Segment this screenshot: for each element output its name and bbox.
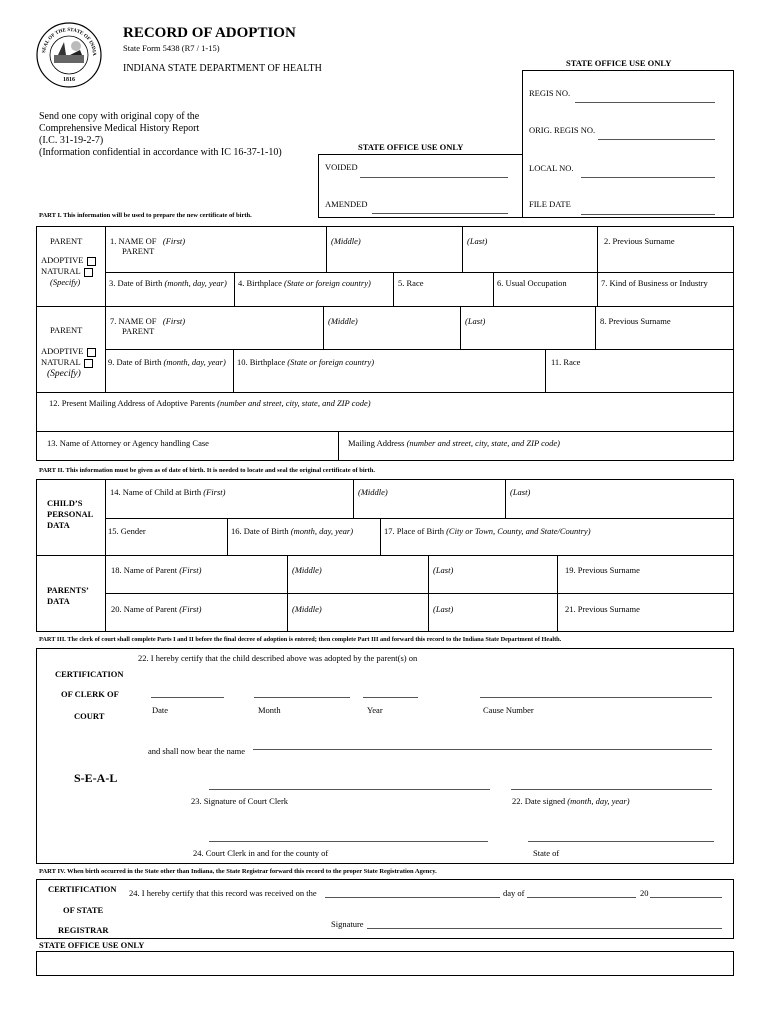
f14-label: 14. Name of Child at Birth: [110, 487, 202, 497]
part3-box: [36, 648, 734, 864]
cert-clerk-1: CERTIFICATION: [55, 669, 124, 679]
local-no-field[interactable]: [581, 177, 715, 178]
f20-first: (First): [179, 604, 202, 614]
f22b-italic: (month, day, year): [567, 796, 630, 806]
bottom-state-office-box[interactable]: [36, 951, 734, 976]
instruction-line-4: (Information confidential in accordance with IC 16-37-1-10): [39, 147, 282, 158]
field-2-prev-surname[interactable]: 2. Previous Surname: [604, 236, 675, 246]
f4-label: 4. Birthplace: [238, 278, 282, 288]
f17-italic: (City or Town, County, and State/Country): [446, 526, 591, 536]
field-14-last[interactable]: (Last): [510, 487, 531, 497]
parent1-adoptive-option[interactable]: [41, 255, 96, 266]
voided-label: VOIDED: [325, 162, 358, 172]
childs-label-2: PERSONAL: [47, 509, 94, 519]
field-3-dob[interactable]: [109, 278, 227, 288]
day-of-label: day of: [503, 888, 525, 898]
twenty-label: 20: [640, 888, 649, 898]
f12-italic: (number and street, city, state, and ZIP code): [217, 398, 371, 408]
instruction-line-2: Comprehensive Medical History Report: [39, 123, 200, 134]
f9-label: 9. Date of Birth: [108, 357, 162, 367]
amended-label: AMENDED: [325, 199, 368, 209]
state-of-label: State of: [533, 848, 560, 858]
f22b-label: 22. Date signed: [512, 796, 566, 806]
mailing-label: Mailing Address: [348, 438, 405, 448]
f3-italic: (month, day, year): [164, 278, 227, 288]
form-number: State Form 5438 (R7 / 1-15): [123, 43, 220, 53]
instruction-line-3: (I.C. 31-19-2-7): [39, 135, 104, 146]
parents-label-1: PARENTS’: [47, 585, 89, 595]
month-field[interactable]: [254, 697, 350, 698]
field-20-parent-name[interactable]: [111, 604, 201, 614]
field-23-signature: 23. Signature of Court Clerk: [191, 796, 289, 806]
parent1-label: PARENT: [50, 236, 83, 246]
parent2-label: PARENT: [50, 325, 83, 335]
parent1-natural-option[interactable]: [41, 266, 93, 277]
field-24-county: 24. Court Clerk in and for the county of: [193, 848, 329, 858]
field-22-statement: 22. I hereby certify that the child described above was adopted by the parent(s) on: [138, 653, 418, 663]
field-24-received: 24. I hereby certify that this record was received on the: [129, 888, 317, 898]
bear-name-label: and shall now bear the name: [148, 746, 246, 756]
f7-parent: PARENT: [122, 326, 155, 336]
field-20-last[interactable]: (Last): [433, 604, 454, 614]
f16-label: 16. Date of Birth: [231, 526, 289, 536]
childs-label-3: DATA: [47, 520, 70, 530]
cert-registrar-3: REGISTRAR: [58, 925, 109, 935]
part3-heading: PART III. The clerk of court shall complete Parts I and II before the final decree of adoption is entered; then complete Part III and forward this record to the Indiana State Department of Health.: [39, 636, 562, 643]
f20-label: 20. Name of Parent: [111, 604, 178, 614]
seal-icon: [36, 22, 102, 88]
f18-label: 18. Name of Parent: [111, 565, 178, 575]
natural-checkbox-2[interactable]: [84, 359, 93, 368]
orig-regis-no-label: ORIG. REGIS NO.: [529, 125, 596, 135]
part1-box: [36, 226, 734, 461]
field-7-name[interactable]: [110, 316, 185, 326]
registrar-signature-field[interactable]: [367, 928, 722, 929]
state-field[interactable]: [528, 841, 714, 842]
seal-year: 1816: [63, 77, 75, 83]
f1-parent: PARENT: [122, 246, 155, 256]
field-17-birthplace[interactable]: [384, 526, 591, 536]
field-11-race[interactable]: 11. Race: [551, 357, 581, 367]
instruction-line-1: Send one copy with original copy of the: [39, 111, 200, 122]
inner-state-office-title: STATE OFFICE USE ONLY: [358, 142, 464, 152]
field-9-dob[interactable]: [108, 357, 226, 367]
field-19-prev-surname[interactable]: 19. Previous Surname: [565, 565, 640, 575]
f4-italic: (State or foreign country): [284, 278, 371, 288]
year-suffix-field[interactable]: [650, 897, 722, 898]
month-of-field[interactable]: [527, 897, 636, 898]
f10-italic: (State or foreign country): [287, 357, 375, 367]
part2-heading: PART II. This information must be given as of date of birth. It is needed to locate and seal the original certificate of birth.: [39, 467, 375, 474]
natural-label-2: NATURAL: [41, 357, 81, 367]
page-title: RECORD OF ADOPTION: [123, 25, 296, 41]
f3-label: 3. Date of Birth: [109, 278, 163, 288]
svg-text:SEAL OF THE STATE OF INDIANA: [36, 22, 96, 56]
field-18-last[interactable]: (Last): [433, 565, 454, 575]
month-label: Month: [258, 705, 281, 715]
parents-label-2: DATA: [47, 596, 70, 606]
parent2-natural-option[interactable]: [41, 357, 93, 368]
f10-label: 10. Birthplace: [237, 357, 286, 367]
clerk-signature-field[interactable]: [209, 789, 490, 790]
year-label: Year: [367, 705, 383, 715]
cause-label: Cause Number: [483, 705, 534, 715]
field-12-mailing-address[interactable]: [49, 398, 371, 408]
specify-label: (Specify): [50, 277, 81, 287]
received-date-field[interactable]: [325, 897, 500, 898]
f18-first: (First): [179, 565, 202, 575]
field-16-dob[interactable]: [231, 526, 353, 536]
f1-first: (First): [162, 236, 186, 246]
field-7-business[interactable]: 7. Kind of Business or Industry: [601, 278, 708, 288]
seal-ring-text: SEAL OF THE STATE OF INDIA: [42, 27, 97, 56]
field-5-race[interactable]: 5. Race: [398, 278, 424, 288]
cert-registrar-1: CERTIFICATION: [48, 884, 117, 894]
field-10-birthplace[interactable]: [237, 357, 374, 367]
f12-label: 12. Present Mailing Address of Adoptive Parents: [49, 398, 215, 408]
field-13-mailing[interactable]: [348, 438, 560, 448]
field-7-middle[interactable]: (Middle): [328, 316, 358, 326]
department-name: INDIANA STATE DEPARTMENT OF HEALTH: [123, 63, 322, 74]
date-label: Date: [152, 705, 169, 715]
date-signed-field[interactable]: [511, 789, 712, 790]
f16-italic: (month, day, year): [290, 526, 354, 536]
part4-heading: PART IV. When birth occurred in the State other than Indiana, the State Registrar forward this record to the proper State Registration Agency.: [39, 868, 437, 875]
field-18-middle[interactable]: (Middle): [292, 565, 322, 575]
voided-field[interactable]: [360, 177, 508, 178]
field-4-birthplace[interactable]: [238, 278, 371, 288]
f14-first: (First): [203, 487, 226, 497]
field-22-date-signed: [512, 796, 630, 806]
field-1-name[interactable]: [110, 236, 185, 246]
state-seal: [36, 22, 102, 88]
new-name-field[interactable]: [253, 749, 712, 750]
f7-first: (First): [162, 316, 186, 326]
seal-label: S-E-A-L: [74, 771, 118, 785]
file-date-field[interactable]: [581, 214, 715, 215]
signature-label: Signature: [331, 919, 364, 929]
state-office-title: STATE OFFICE USE ONLY: [566, 58, 672, 68]
county-field[interactable]: [209, 841, 488, 842]
field-13-attorney[interactable]: 13. Name of Attorney or Agency handling Case: [47, 438, 209, 448]
year-field[interactable]: [363, 697, 418, 698]
mailing-italic: (number and street, city, state, and ZIP code): [406, 438, 561, 448]
f17-label: 17. Place of Birth: [384, 526, 444, 536]
local-no-label: LOCAL NO.: [529, 163, 574, 173]
specify-label-2: (Specify): [47, 369, 81, 379]
field-6-occupation[interactable]: 6. Usual Occupation: [497, 278, 567, 288]
cause-number-field[interactable]: [480, 697, 712, 698]
field-21-prev-surname[interactable]: 21. Previous Surname: [565, 604, 640, 614]
field-15-gender[interactable]: 15. Gender: [108, 526, 146, 536]
amended-field[interactable]: [372, 213, 508, 214]
file-date-label: FILE DATE: [529, 199, 571, 209]
part1-heading: PART I. This information will be used to prepare the new certificate of birth.: [39, 212, 252, 219]
field-7-last[interactable]: (Last): [465, 316, 486, 326]
adoptive-label: ADOPTIVE: [41, 255, 84, 265]
field-8-prev-surname[interactable]: 8. Previous Surname: [600, 316, 671, 326]
field-18-parent-name[interactable]: [111, 565, 201, 575]
date-field[interactable]: [151, 697, 224, 698]
natural-checkbox[interactable]: [84, 268, 93, 277]
field-20-middle[interactable]: (Middle): [292, 604, 322, 614]
cert-clerk-2: OF CLERK OF: [61, 689, 119, 699]
f7-label: 7. NAME OF: [110, 316, 157, 326]
regis-no-label: REGIS NO.: [529, 88, 571, 98]
field-14-middle[interactable]: (Middle): [358, 487, 388, 497]
childs-label-1: CHILD’S: [47, 498, 83, 508]
field-14-child-name[interactable]: [110, 487, 225, 497]
field-1-last[interactable]: (Last): [467, 236, 488, 246]
field-1-middle[interactable]: (Middle): [331, 236, 361, 246]
bottom-state-office-label: STATE OFFICE USE ONLY: [39, 940, 145, 950]
f1-label: 1. NAME OF: [110, 236, 157, 246]
orig-regis-no-field[interactable]: [598, 139, 715, 140]
adoptive-checkbox[interactable]: [87, 257, 96, 266]
f9-italic: (month, day, year): [163, 357, 226, 367]
adoptive-label-2: ADOPTIVE: [41, 346, 84, 356]
cert-clerk-3: COURT: [74, 711, 105, 721]
regis-no-field[interactable]: [575, 102, 715, 103]
adoptive-checkbox-2[interactable]: [87, 348, 96, 357]
cert-registrar-2: OF STATE: [63, 905, 104, 915]
parent2-adoptive-option[interactable]: [41, 346, 96, 357]
natural-label: NATURAL: [41, 266, 81, 276]
